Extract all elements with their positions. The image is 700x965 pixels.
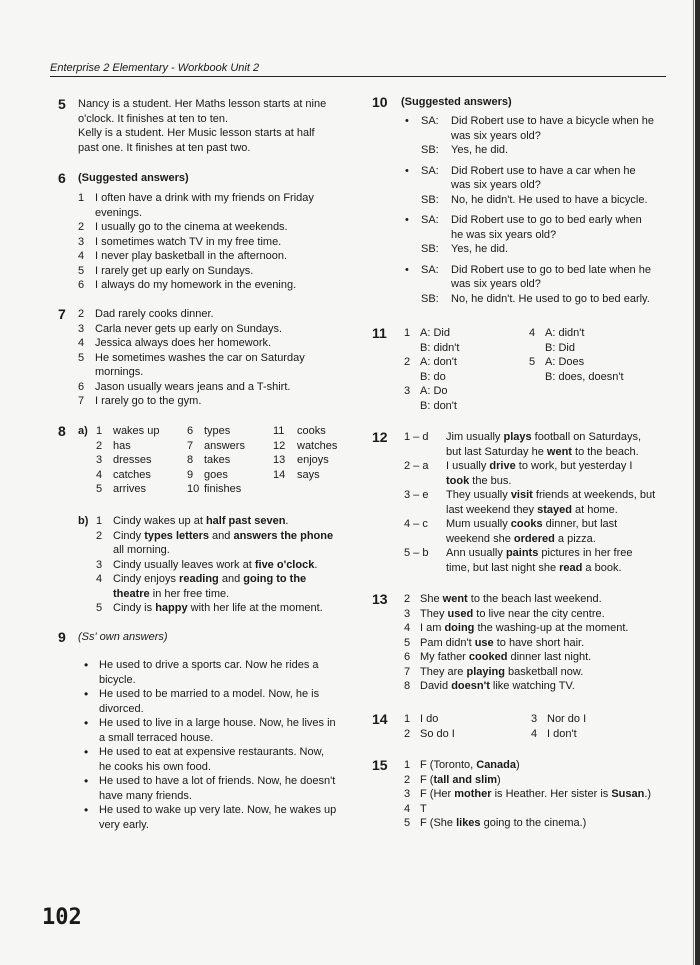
header-rule <box>50 76 666 77</box>
list-item: 4 Cindy enjoys reading and going to the <box>96 573 307 585</box>
list-item: 10 finishes <box>187 483 242 495</box>
list-item: SB: No, he didn't. He used to have a bicycle. <box>421 193 648 206</box>
list-item: • He used to be married to a model. Now, he is <box>84 687 320 701</box>
ex11-right <box>529 326 624 384</box>
list-item: 6 Jason usually wears jeans and a T-shirt. <box>78 380 291 393</box>
list-item: was six years old? <box>451 179 541 191</box>
list-item: 5 Pam didn't use to have short hair. <box>404 636 585 649</box>
list-item: 2 She went to the beach last weekend. <box>404 593 602 605</box>
bullet-icon: • <box>405 115 409 127</box>
list-item: 11 cooks <box>273 425 326 437</box>
ex15-number: 15 <box>372 757 388 773</box>
list-item: 8 takes <box>187 454 231 466</box>
ex7-list <box>78 307 305 409</box>
ex9-number: 9 <box>58 629 66 645</box>
ex5-line: Nancy is a student. Her Maths lesson starts at nine <box>78 98 327 110</box>
list-item: • He used to wake up very late. Now, he wakes up <box>84 803 337 817</box>
ex8-number: 8 <box>58 423 66 439</box>
list-item: very early. <box>99 818 149 831</box>
ex11-number: 11 <box>372 325 387 341</box>
list-item: 5 arrives <box>96 483 147 495</box>
list-item: • He used to drive a sports car. Now he rides a <box>84 658 319 672</box>
list-item: 13 enjoys <box>273 454 329 466</box>
list-item: 6 I always do my homework in the evening. <box>78 279 297 291</box>
ex12-list <box>404 430 655 575</box>
list-item: 14 says <box>273 468 320 481</box>
list-item: 5 I rarely get up early on Sundays. <box>78 264 254 277</box>
list-item: 2 So do I <box>404 727 455 740</box>
binding-edge-thin <box>693 0 694 965</box>
ex8-a-col2 <box>187 424 245 497</box>
page-number: 102 <box>42 905 82 930</box>
list-item: B: don't <box>420 399 457 412</box>
ex5-line: past one. It finishes at ten past two. <box>78 141 251 154</box>
ex15-list <box>404 758 651 831</box>
list-item: 3 They used to live near the city centre. <box>404 607 605 620</box>
list-item: SB: Yes, he did. <box>421 243 509 255</box>
list-item: he was six years old? <box>451 228 557 241</box>
ex12-number: 12 <box>372 429 388 445</box>
binding-edge <box>695 0 700 965</box>
ex8-a-label: a) <box>78 425 88 437</box>
list-item: 6 My father cooked dinner last night. <box>404 651 592 663</box>
list-item: 3 Cindy usually leaves work at five o'clock. <box>96 558 318 571</box>
list-item: 4 – c Mum usually cooks dinner, but last <box>404 518 618 530</box>
list-item: weekend she ordered a pizza. <box>446 532 596 545</box>
list-item: 7 answers <box>187 439 245 452</box>
ex8-a-col1 <box>96 424 159 497</box>
bullet-icon: • <box>405 214 409 226</box>
list-item: 1 I do <box>404 713 439 725</box>
bullet-icon: • <box>405 164 409 177</box>
list-item: 2 A: don't <box>404 356 457 368</box>
list-item: time, but last night she read a book. <box>446 561 622 574</box>
list-item: 3 Nor do I <box>531 713 587 725</box>
page-header: Enterprise 2 Elementary - Workbook Unit 2 <box>50 62 260 74</box>
list-item: 3 F (Her mother is Heather. Her sister is Susan.) <box>404 788 652 800</box>
list-item: but last Saturday he went to the beach. <box>446 445 639 458</box>
ex6-list <box>78 191 314 293</box>
list-item: 1 wakes up <box>96 425 160 437</box>
list-item: 5 Cindy is happy with her life at the moment. <box>96 602 323 614</box>
ex8-a-col3 <box>273 424 337 482</box>
list-item: bicycle. <box>99 673 136 686</box>
ex13-list <box>404 592 628 694</box>
list-item: evenings. <box>95 206 143 219</box>
list-item: 2 has <box>96 439 131 452</box>
ex5-line: Kelly is a student. Her Music lesson starts at half <box>78 127 315 139</box>
ex5-text <box>78 97 326 155</box>
list-item: B: does, doesn't <box>545 370 624 383</box>
list-item: 2 F (tall and slim) <box>404 773 501 786</box>
list-item: 4 T <box>404 802 427 815</box>
list-item: B: Did <box>545 341 575 354</box>
ex10-number: 10 <box>372 94 388 110</box>
bullet-icon: • <box>84 745 89 759</box>
list-item: all morning. <box>113 544 170 556</box>
list-item: 1 – d Jim usually plays football on Saturdays, <box>404 431 642 443</box>
list-item: was six years old? <box>451 129 541 142</box>
list-item: 1 A: Did <box>404 327 450 339</box>
list-item: 2 – a I usually drive to work, but yesterday I <box>404 460 633 472</box>
ex11-left <box>404 326 459 413</box>
list-item: 2 Dad rarely cooks dinner. <box>78 308 214 320</box>
list-item: mornings. <box>95 366 144 378</box>
ex14-right <box>531 712 586 741</box>
list-item: 3 I sometimes watch TV in my free time. <box>78 235 282 248</box>
list-item: 4 Jessica always does her homework. <box>78 337 272 349</box>
list-item: 4 I never play basketball in the afternoon. <box>78 250 288 262</box>
list-item: 8 David doesn't like watching TV. <box>404 680 575 692</box>
bullet-icon: • <box>405 263 409 276</box>
list-item: B: do <box>420 370 446 383</box>
list-item: 7 I rarely go to the gym. <box>78 395 202 407</box>
ex8-b-list <box>96 514 351 616</box>
list-item: 5 F (She likes going to the cinema.) <box>404 817 587 829</box>
list-item: 1 Cindy wakes up at half past seven. <box>96 515 289 527</box>
ex6-heading: (Suggested answers) <box>78 172 189 184</box>
list-item: SB: Yes, he did. <box>421 144 509 156</box>
bullet-icon: • <box>84 658 89 672</box>
ex9-list <box>84 658 336 832</box>
ex14-left <box>404 712 455 741</box>
list-item: • He used to eat at expensive restaurants. Now, <box>84 745 325 759</box>
list-item: • SA: Did Robert use to have a bicycle when he <box>405 115 655 127</box>
list-item: took the bus. <box>446 474 512 487</box>
bullet-icon: • <box>84 687 89 701</box>
list-item: theatre in her free time. <box>113 587 230 600</box>
list-item: 5 – b Ann usually paints pictures in her free <box>404 547 633 559</box>
list-item: 3 A: Do <box>404 385 448 397</box>
list-item: 2 I usually go to the cinema at weekends. <box>78 221 288 233</box>
ex5-number: 5 <box>58 96 66 112</box>
list-item: a small terraced house. <box>99 731 214 744</box>
list-item: was six years old? <box>451 278 541 290</box>
list-item: 4 A: didn't <box>529 327 585 339</box>
list-item: • SA: Did Robert use to go to bed early when <box>405 214 642 226</box>
list-item: • He used to live in a large house. Now, he lives in <box>84 716 336 730</box>
ex10-heading: (Suggested answers) <box>401 96 512 108</box>
list-item: SB: No, he didn't. He used to go to bed early. <box>421 292 650 305</box>
list-item: 2 Cindy types letters and answers the phone <box>96 529 334 542</box>
list-item: 5 A: Does <box>529 356 585 368</box>
list-item: B: didn't <box>420 341 460 354</box>
list-item: 3 – e They usually visit friends at weekends, but <box>404 489 656 501</box>
list-item: 6 types <box>187 425 231 437</box>
list-item: 4 I don't <box>531 727 577 740</box>
ex13-number: 13 <box>372 591 388 607</box>
list-item: 1 I often have a drink with my friends on Friday <box>78 192 314 204</box>
list-item: 7 They are playing basketball now. <box>404 665 584 678</box>
ex9-heading: (Ss' own answers) <box>78 631 168 643</box>
bullet-icon: • <box>84 774 89 788</box>
list-item: have many friends. <box>99 789 192 802</box>
list-item: 5 He sometimes washes the car on Saturday <box>78 351 305 364</box>
bullet-icon: • <box>84 716 89 730</box>
list-item: • He used to have a lot of friends. Now, he doesn't <box>84 774 336 788</box>
list-item: 3 Carla never gets up early on Sundays. <box>78 322 283 335</box>
ex6-number: 6 <box>58 170 66 186</box>
bullet-icon: • <box>84 803 89 817</box>
list-item: divorced. <box>99 702 144 715</box>
list-item: 12 watches <box>273 439 338 452</box>
list-item: 9 goes <box>187 468 228 481</box>
list-item: he cooks his own food. <box>99 760 211 773</box>
ex8-b-label: b) <box>78 515 89 527</box>
ex10-list <box>405 114 654 306</box>
list-item: 4 catches <box>96 468 151 481</box>
ex14-number: 14 <box>372 711 388 727</box>
ex5-line: o'clock. It finishes at ten to ten. <box>78 112 229 125</box>
list-item: 3 dresses <box>96 454 152 466</box>
list-item: last weekend they stayed at home. <box>446 503 618 516</box>
list-item: 4 I am doing the washing-up at the moment. <box>404 622 629 634</box>
list-item: 1 F (Toronto, Canada) <box>404 759 520 771</box>
list-item: • SA: Did Robert use to have a car when he <box>405 164 636 177</box>
list-item: • SA: Did Robert use to go to bed late when he <box>405 263 651 276</box>
ex7-number: 7 <box>58 306 66 322</box>
